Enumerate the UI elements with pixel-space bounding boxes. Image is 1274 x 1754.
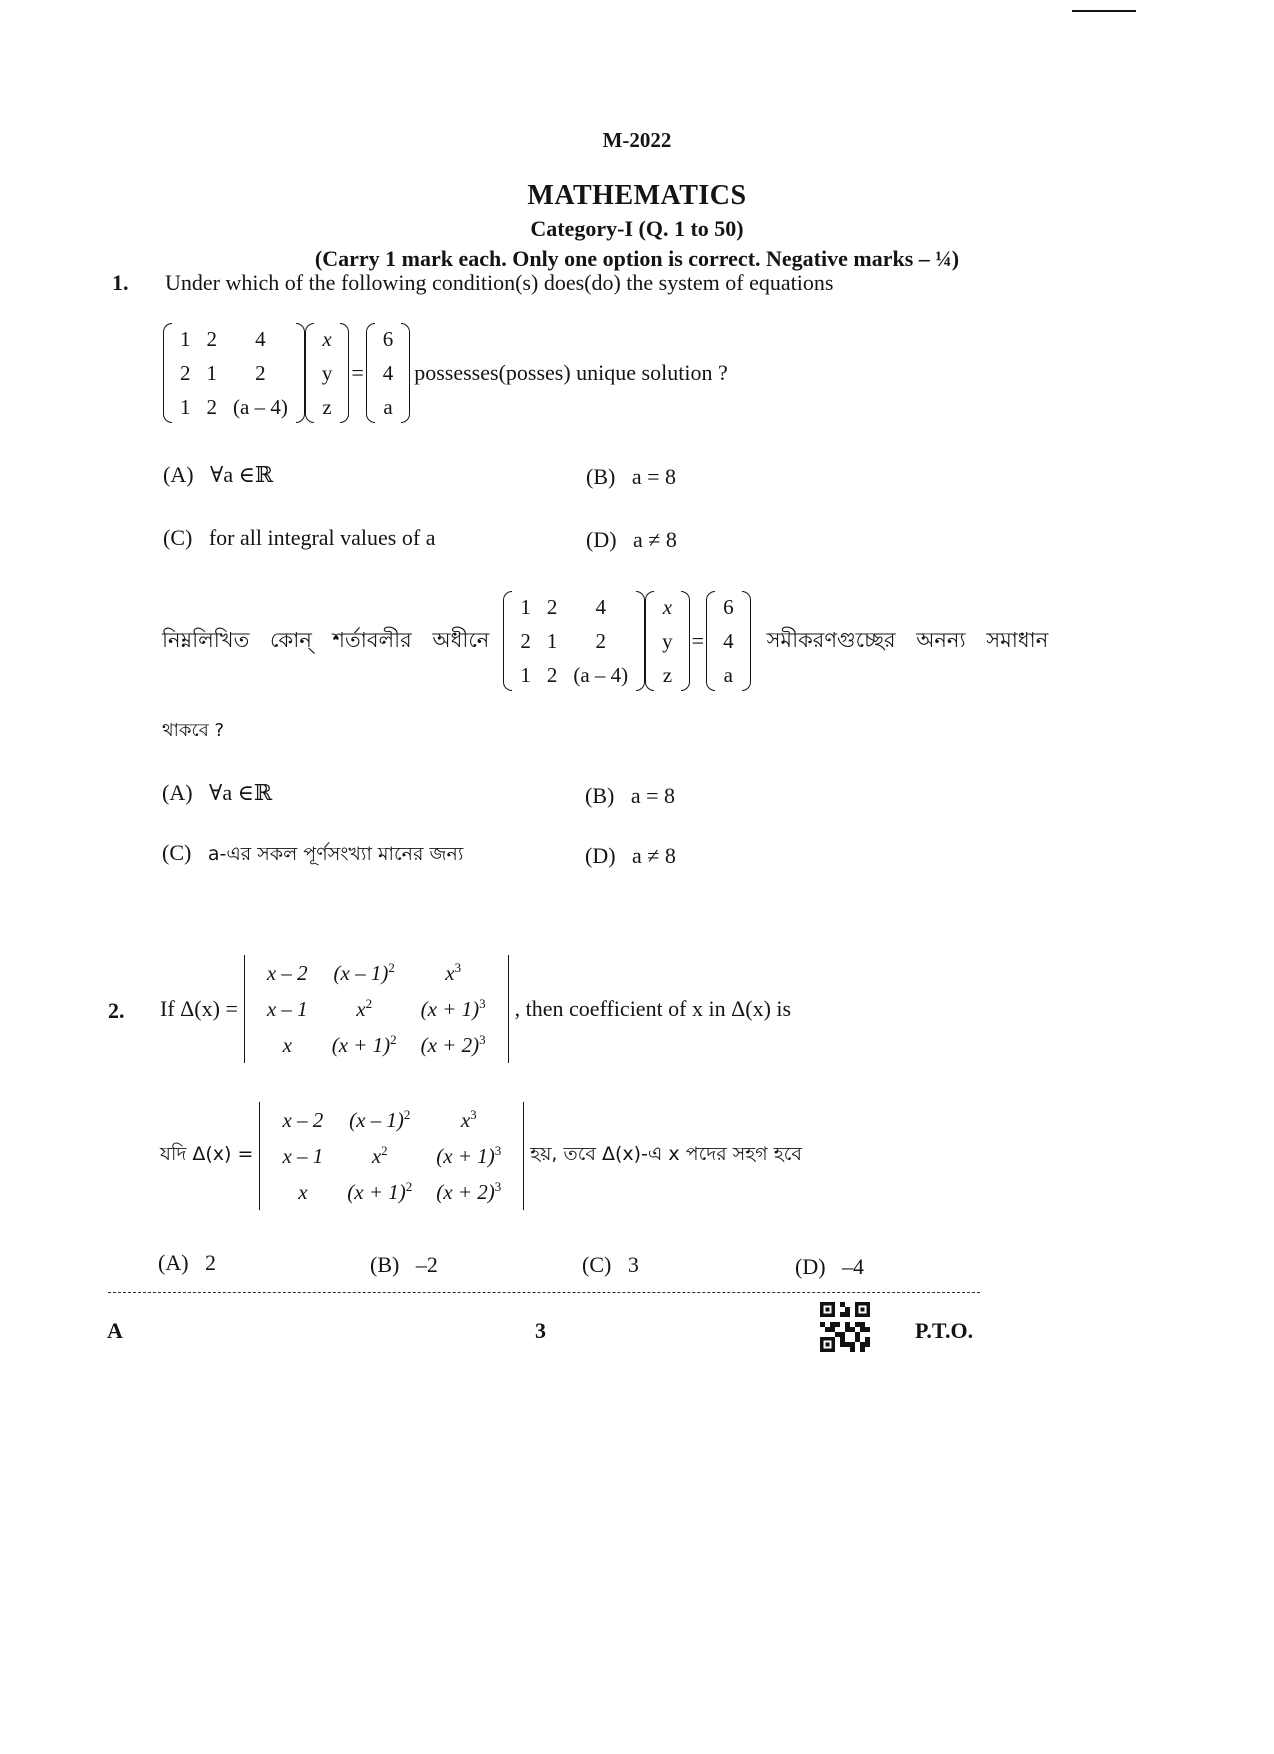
coefficient-matrix-bn bbox=[503, 590, 645, 692]
variable-vector-bn bbox=[645, 590, 690, 692]
determinant-cell: x – 1 bbox=[282, 1143, 324, 1168]
vector-cell: z bbox=[322, 394, 332, 419]
matrix-cell: 2 bbox=[546, 594, 558, 619]
matrix-cell: 1 bbox=[180, 394, 191, 419]
q1-option-d-bn: (D) a ≠ 8 bbox=[585, 843, 676, 868]
top-corner-rule bbox=[1072, 10, 1136, 12]
determinant bbox=[244, 955, 509, 1063]
q1-tail-en: possesses(posses) unique solution ? bbox=[414, 360, 728, 385]
q1-tail-bn-2: থাকবে ? bbox=[162, 720, 224, 741]
matrix-cell: 1 bbox=[520, 594, 531, 619]
determinant-cell: $(x + 2)^3$ bbox=[436, 1179, 502, 1204]
page-number: 3 bbox=[535, 1318, 546, 1343]
determinant-cell: x – 2 bbox=[266, 960, 308, 985]
vector-cell: 6 bbox=[723, 594, 734, 619]
set-code: A bbox=[107, 1318, 123, 1343]
vector-cell: x bbox=[662, 594, 673, 619]
determinant-cell: x bbox=[282, 1032, 292, 1057]
matrix-cell: 2 bbox=[520, 628, 531, 653]
category-heading: Category-I (Q. 1 to 50) bbox=[530, 216, 744, 241]
matrix-cell: 2 bbox=[546, 662, 558, 687]
q1-stem-en: Under which of the following condition(s) does(do) the system of equations bbox=[165, 270, 834, 295]
vector-cell: y bbox=[662, 628, 673, 653]
marking-instructions: (Carry 1 mark each. Only one option is correct. Negative marks – ¼) bbox=[314, 246, 960, 271]
vector-cell: z bbox=[662, 662, 673, 687]
q2-prefix-en: If Δ(x) = bbox=[160, 996, 238, 1021]
determinant-cell: x – 2 bbox=[282, 1107, 324, 1132]
determinant-cell: $(x + 1)^2$ bbox=[331, 1032, 397, 1057]
q1-number: 1. bbox=[112, 270, 129, 295]
q2-option-d: (D) –4 bbox=[795, 1254, 865, 1279]
constant-vector bbox=[366, 322, 411, 424]
matrix-cell: 1 bbox=[206, 360, 217, 385]
q2-option-a: (A) 2 bbox=[158, 1250, 217, 1275]
qr-code-icon bbox=[820, 1302, 870, 1352]
coefficient-matrix bbox=[163, 322, 305, 424]
determinant-cell: $x^3$ bbox=[445, 960, 462, 985]
constant-vector-bn bbox=[706, 590, 751, 692]
q2-option-c: (C) 3 bbox=[582, 1252, 639, 1277]
matrix-cell: 1 bbox=[520, 662, 531, 687]
determinant-cell: (x – 1)$^2$ bbox=[349, 1107, 411, 1132]
matrix-cell: 2 bbox=[595, 628, 606, 653]
determinant-cell: $(x + 1)^2$ bbox=[347, 1179, 413, 1204]
q1-matrix-equation-bn bbox=[162, 590, 1048, 692]
q2-suffix-en: , then coefficient of x in Δ(x) is bbox=[514, 996, 792, 1021]
matrix-cell: (a – 4) bbox=[573, 662, 629, 687]
q2-suffix-bn: হয়, তবে Δ(x)-এ x পদের সহগ হবে bbox=[530, 1143, 802, 1165]
q1-matrix-equation-en bbox=[163, 322, 728, 424]
q1-option-a-en: (A) ∀a ∈ℝ bbox=[163, 462, 274, 487]
q2-number: 2. bbox=[108, 998, 125, 1023]
matrix-cell: 4 bbox=[255, 326, 266, 351]
determinant-bn bbox=[259, 1102, 524, 1210]
matrix-cell: 1 bbox=[546, 628, 558, 653]
vector-cell: 4 bbox=[382, 360, 394, 385]
determinant-cell: $x^2$ bbox=[371, 1143, 388, 1168]
determinant-cell: $x^3$ bbox=[460, 1107, 477, 1132]
matrix-cell: 2 bbox=[206, 326, 217, 351]
determinant-cell: $(x + 2)^3$ bbox=[420, 1032, 486, 1057]
determinant-cell: (x – 1)$^2$ bbox=[333, 960, 395, 985]
vector-cell: y bbox=[321, 360, 333, 385]
subject-title: MATHEMATICS bbox=[527, 180, 747, 211]
matrix-cell: (a – 4) bbox=[233, 394, 288, 419]
matrix-cell: 4 bbox=[595, 594, 606, 619]
vector-cell: 4 bbox=[723, 628, 734, 653]
q1-option-b-en: (B) a = 8 bbox=[586, 464, 676, 489]
determinant-cell: $x^2$ bbox=[356, 996, 373, 1021]
vector-cell: 6 bbox=[382, 326, 394, 351]
q1-option-b-bn: (B) a = 8 bbox=[585, 783, 675, 808]
q1-tail-bn: সমীকরণগুচ্ছের অনন্য সমাধান bbox=[766, 627, 1049, 652]
equals-sign: = bbox=[691, 628, 705, 653]
determinant-cell: x bbox=[298, 1179, 308, 1204]
equals-sign: = bbox=[351, 360, 364, 385]
footer-rule bbox=[108, 1292, 980, 1293]
pto-label: P.T.O. bbox=[915, 1318, 974, 1343]
q2-option-b: (B) –2 bbox=[370, 1252, 438, 1277]
determinant-cell: $(x + 1)^3$ bbox=[436, 1143, 502, 1168]
q1-option-d-en: (D) a ≠ 8 bbox=[586, 527, 677, 552]
q1-option-c-en: (C) for all integral values of a bbox=[163, 525, 436, 550]
vector-cell: a bbox=[723, 662, 733, 687]
q1-option-c-bn: (C) a-এর সকল পূর্ণসংখ্যা মানের জন্য bbox=[162, 840, 464, 865]
matrix-cell: 2 bbox=[255, 360, 266, 385]
vector-cell: a bbox=[383, 394, 393, 419]
q1-stem-bn: নিম্নলিখিত কোন্ শর্তাবলীর অধীনে bbox=[162, 627, 490, 652]
q2-equation-bn bbox=[160, 1102, 802, 1210]
variable-vector bbox=[305, 322, 350, 424]
matrix-cell: 1 bbox=[180, 326, 191, 351]
determinant-cell: $(x + 1)^3$ bbox=[420, 996, 486, 1021]
matrix-cell: 2 bbox=[206, 394, 217, 419]
q2-equation-en bbox=[160, 955, 791, 1063]
q2-prefix-bn: যদি Δ(x) = bbox=[160, 1143, 254, 1165]
matrix-cell: 2 bbox=[180, 360, 191, 385]
paper-code: M-2022 bbox=[602, 128, 672, 152]
determinant-cell: x – 1 bbox=[266, 996, 308, 1021]
q1-option-a-bn: (A) ∀a ∈ℝ bbox=[162, 780, 273, 805]
vector-cell: x bbox=[322, 326, 332, 351]
